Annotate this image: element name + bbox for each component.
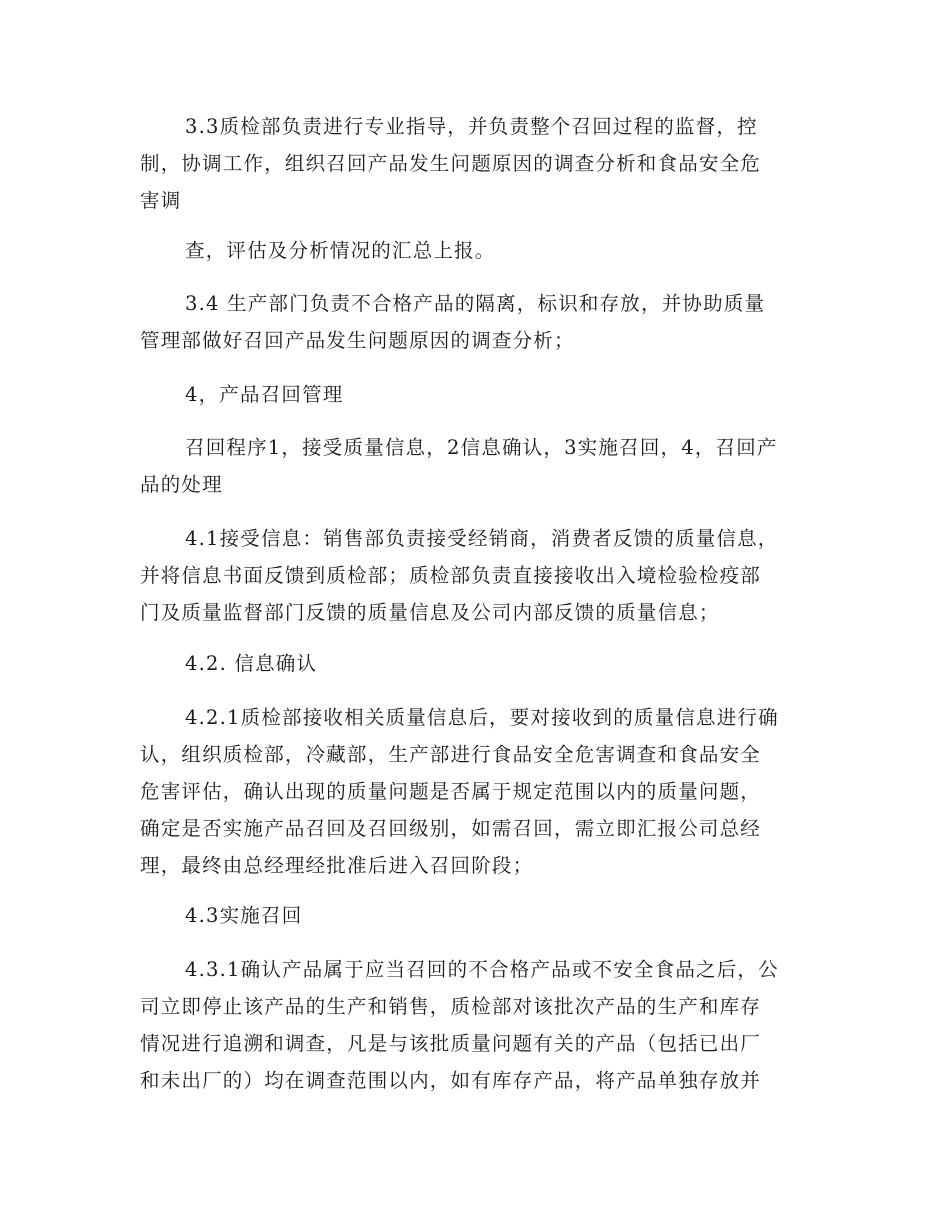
- paragraph-4-1: [140, 520, 810, 631]
- text-line: 管理部做好召回产品发生问题原因的调查分析；: [140, 329, 575, 352]
- text-line: 4.3.1确认产品属于应当召回的不合格产品或不安全食品之后，公: [185, 958, 779, 981]
- text-line: 4.1接受信息：销售部负责接受经销商，消费者反馈的质量信息，: [185, 527, 779, 550]
- paragraph-3-4: [140, 285, 810, 359]
- section-heading-4: [140, 376, 810, 413]
- paragraph-4-2-1: [140, 699, 810, 884]
- text-line: 4.2.1质检部接收相关质量信息后，要对接收到的质量信息进行确: [185, 706, 779, 729]
- text-line: 理，最终由总经理经批准后进入召回阶段；: [140, 854, 534, 877]
- text-line: 召回程序1，接受质量信息，2信息确认，3实施召回，4，召回产: [185, 436, 778, 459]
- text-line: 并将信息书面反馈到质检部；质检部负责直接接收出入境检验检疫部: [140, 564, 762, 587]
- text-line: 情况进行追溯和调查，凡是与该批质量问题有关的产品（包括已出厂: [140, 1032, 762, 1055]
- text-line: 4.2. 信息确认: [185, 652, 318, 675]
- text-line: 4，产品召回管理: [185, 383, 344, 406]
- section-heading-4-2: [140, 645, 810, 682]
- text-line: 危害评估，确认出现的质量问题是否属于规定范围以内的质量问题，: [140, 780, 762, 803]
- text-line: 和未出厂的）均在调查范围以内，如有库存产品，将产品单独存放并: [140, 1069, 762, 1092]
- text-line: 3.3质检部负责进行专业指导，并负责整个召回过程的监督，控: [185, 115, 758, 138]
- text-line: 认，组织质检部，冷藏部，生产部进行食品安全危害调查和食品安全: [140, 743, 762, 766]
- text-line: 确定是否实施产品召回及召回级别，如需召回，需立即汇报公司总经: [140, 817, 762, 840]
- text-line: 查，评估及分析情况的汇总上报。: [185, 239, 496, 262]
- text-line: 4.3实施召回: [185, 904, 303, 927]
- paragraph-recall-procedure: [140, 429, 810, 503]
- section-heading-4-3: [140, 897, 810, 934]
- text-line: 制，协调工作，组织召回产品发生问题原因的调查分析和食品安全危: [140, 152, 762, 175]
- text-line: 品的处理: [140, 473, 223, 496]
- text-line: 3.4 生产部门负责不合格产品的隔离，标识和存放，并协助质量: [185, 292, 766, 315]
- text-line: 害调: [140, 189, 182, 212]
- paragraph-3-3: [140, 108, 810, 219]
- text-line: 门及质量监督部门反馈的质量信息及公司内部反馈的质量信息；: [140, 601, 720, 624]
- paragraph-4-3-1: [140, 951, 810, 1099]
- text-line: 司立即停止该产品的生产和销售，质检部对该批次产品的生产和库存: [140, 995, 762, 1018]
- paragraph-3-3-continued: [140, 232, 810, 269]
